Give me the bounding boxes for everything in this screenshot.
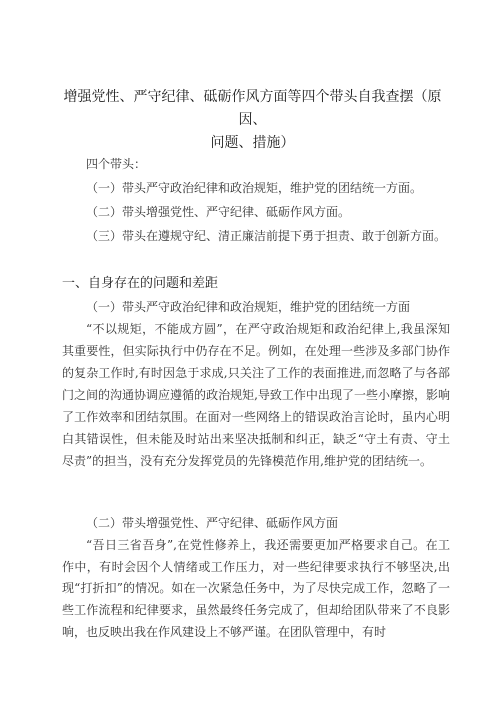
intro-lead: 四个带头： (86, 157, 147, 171)
subsection-1 (62, 296, 450, 472)
intro-item-2: （二）带头增强党性、严守纪律、砥砺作风方面。 (86, 205, 351, 219)
intro-item-1: （一）带头严守政治纪律和政治规矩，维护党的团结统一方面。 (86, 181, 423, 195)
title-line-2: 问题、措施） (210, 135, 295, 151)
intro-item-3: （三）带头在遵规守纪、清正廉洁前提下勇于担责、敢于创新方面。 (86, 229, 447, 243)
section-heading: 一、自身存在的问题和差距 (62, 276, 219, 291)
intro-block (62, 152, 450, 248)
subsection-2 (62, 513, 450, 644)
subsection-1-paragraph: “不以规矩，不能成方圆”，在严守政治规矩和政治纪律上,我虽深知其重要性，但实际执行中仍存在不足。例如，在处理一些涉及多部门协作的复杂工作时,有时因急于求成,只关注了工作的表面推进,而忽略了与各部门之间的沟通协调应遵循的政治规矩,导致工作中出现了一些小摩擦，影响了工作效率和团结氛围。在面对一些网络上的错误政治言论时，虽内心明白其错误性，但未能及时站出来坚决抵制和纠正，缺乏“守土有责、守土尽责”的担当，没有充分发挥党员的先锋模范作用,维护党的团结统一。 (62, 322, 450, 468)
subsection-1-heading: （一）带头严守政治纪律和政治规矩，维护党的团结统一方面 (86, 300, 411, 314)
subsection-2-heading: （二）带头增强党性、严守纪律、砥砺作风方面 (86, 516, 339, 530)
document-title (60, 86, 445, 155)
title-line-1: 增强党性、严守纪律、砥砺作风方面等四个带头自我查摆（原因、 (63, 89, 442, 128)
subsection-2-paragraph: “吾日三省吾身”,在党性修养上，我还需要更加严格要求自己。在工作中，有时会因个人情绪或工作压力，对一些纪律要求执行不够坚决,出现“打折扣”的情况。如在一次紧急任务中，为了尽快完成工作，忽略了一些工作流程和纪律要求，虽然最终任务完成了，但却给团队带来了不良影响，也反映出我在作风建设上不够严谨。在团队管理中，有时 (62, 537, 450, 639)
